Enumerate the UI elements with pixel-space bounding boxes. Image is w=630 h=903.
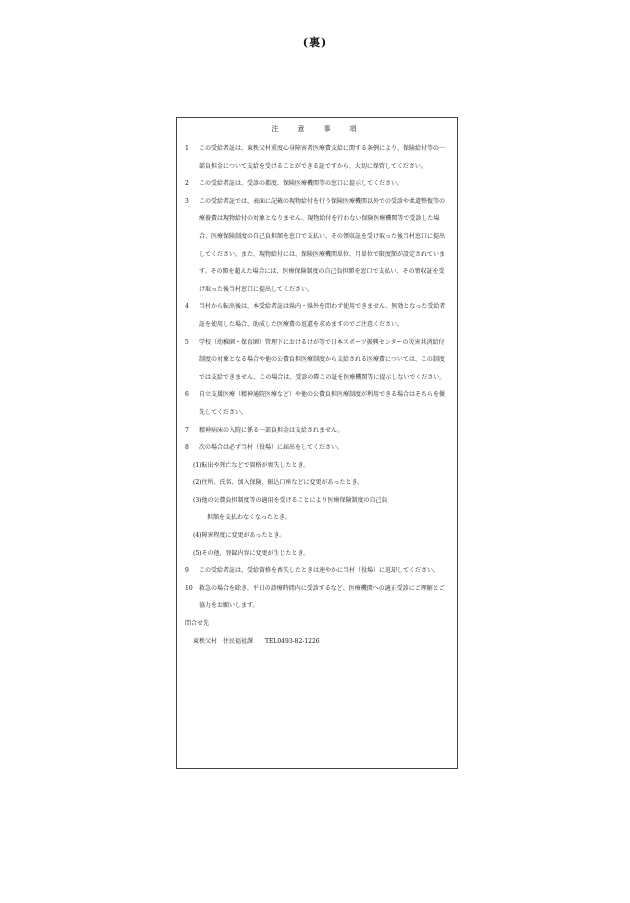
item-text: この受給者証は、東秩父村重度心身障害者医療費支給に関する条例により、保険給付等の一部負担金について支給を受けることができる証ですから、大切に保管してください。	[199, 145, 446, 170]
notice-title: 注 意 事 項	[271, 125, 363, 133]
notice-item	[185, 580, 449, 615]
page-side-label: (裏)	[302, 36, 328, 49]
item-number: 1	[185, 145, 189, 152]
item-number: 7	[185, 426, 189, 434]
item-text: 学校（幼稚園・保育園）管理下におけるけが等で日本スポーツ振興センターの災害共済給付制度の対象となる場合や他の公費負担医療制度から支給される医療費については、この制度では支給できません。この場合は、受診の際この証を医療機関等に提示しないでください。	[199, 338, 446, 381]
item-text: この受給者証では、表面に記載の現物給付を行う保険医療機関以外での受診や柔道整復等の療養費は現物給付の対象となりません。現物給付を行わない保険医療機関等で受診した場合、医療保険制度の自己負担額を窓口で支払い、その領収証を受け取った後当村窓口に提出してください。また、現物給付には、保険医療機関単位、月単位で限度額が設定されています。その額を超えた場合には、医療保険制度の自己負担額を窓口で支払い、その領収証を受け取った後当村窓口に提出してください。	[199, 197, 446, 293]
notice-item	[185, 439, 449, 457]
item-number: 9	[185, 567, 189, 575]
item-number: 10	[185, 584, 193, 592]
notice-item	[185, 562, 449, 580]
notice-item	[185, 175, 449, 193]
notice-item	[185, 386, 449, 421]
notice-item	[185, 193, 449, 299]
sub-item-continuation: 担額を支払わなくなったとき。	[207, 514, 291, 522]
item-number: 2	[185, 180, 189, 188]
item-number: 8	[185, 444, 189, 452]
item-text: 救急の場合を除き、平日の診療時間内に受診するなど、医療機関への適正受診にご理解とご協力をお願いします。	[199, 584, 445, 610]
contact-info: 東秩父村 住民福祉課 TEL0493-82-1226	[193, 637, 320, 645]
notice-box	[176, 117, 458, 769]
item-number: 3	[185, 197, 189, 205]
item-number: 5	[185, 338, 189, 346]
sub-item: (4)障害程度に変更があったとき。	[193, 532, 286, 540]
notice-item	[185, 298, 449, 333]
item-text: この受給者証は、受診の都度、保険医療機関等の窓口に提示してください。	[199, 180, 404, 188]
item-text: この受給者証は、受給資格を喪失したときは速やかに当村（役場）に返却してください。	[199, 567, 440, 575]
item-number: 6	[185, 391, 189, 399]
item-text: 自立支援医療（精神通院医療など）や他の公費負担医療制度が利用できる場合はそちらを優先してください。	[199, 391, 446, 416]
notice-item	[185, 422, 449, 440]
item-text: 当村から転出後は、本受給者証は県内・県外を問わず使用できません。無効となった受給者証を使用した場合、助成した医療費の返還を求めますのでご注意ください。	[199, 303, 446, 328]
sub-item: (2)住所、氏名、加入保険、振込口座などに変更があったとき。	[193, 479, 364, 487]
item-text: 精神病床の入院に係る一部負担金は支給されません。	[199, 426, 344, 434]
notice-list	[185, 140, 449, 650]
notice-item	[185, 334, 449, 387]
sub-item: (1)転出や死亡などで資格が喪失したとき。	[193, 461, 310, 469]
item-number: 4	[185, 303, 189, 311]
notice-item	[185, 140, 449, 175]
sub-item: (5)その他、登録内容に変更が生じたとき。	[193, 549, 310, 557]
sub-item: (3)他の公費負担制度等の適用を受けることにより医療保険制度の自己負	[193, 496, 388, 504]
contact-label: 問合せ先	[185, 620, 210, 628]
item-text: 次の場合は必ず当村（役場）に届出をしてください。	[199, 444, 344, 452]
